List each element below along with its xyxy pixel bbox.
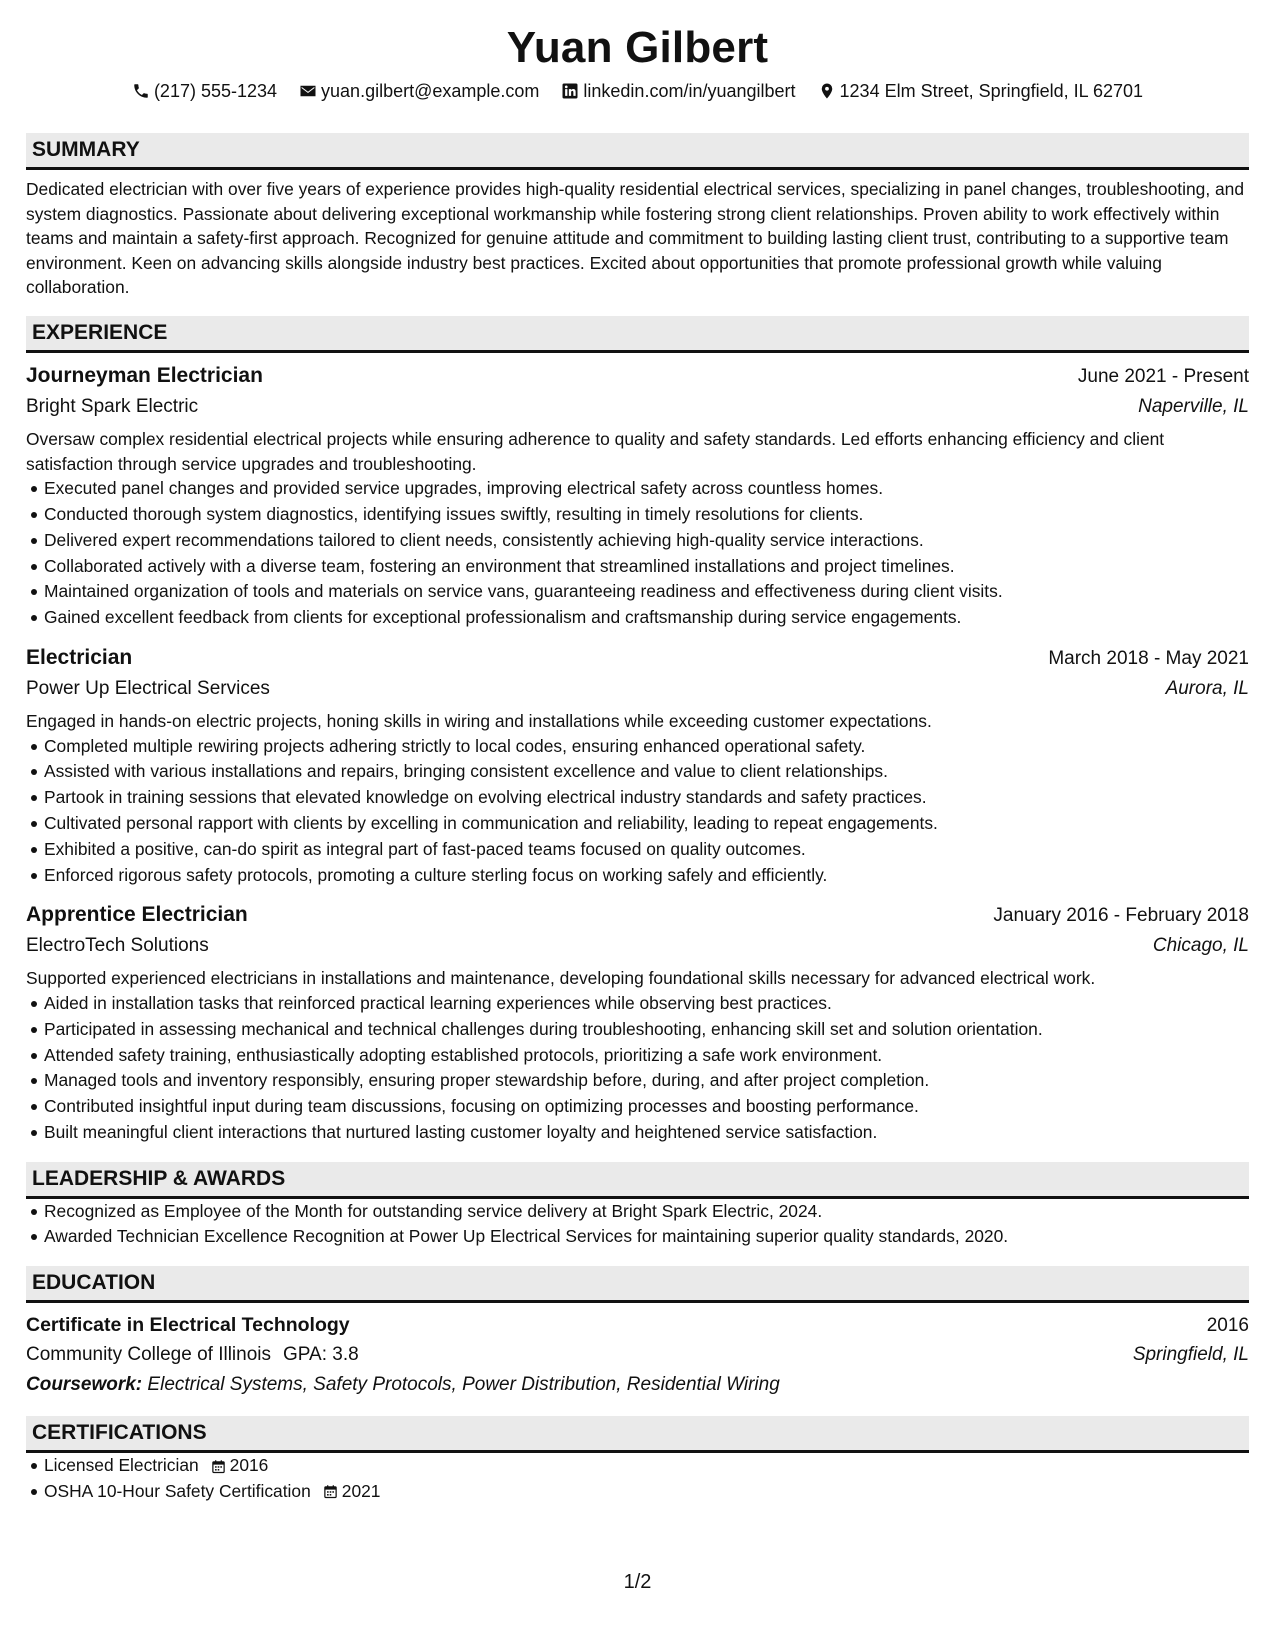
section-heading-experience: EXPERIENCE [26, 316, 1249, 353]
job-entry [26, 643, 1249, 888]
school-line [26, 1340, 359, 1370]
linkedin-text: linkedin.com/in/yuangilbert [583, 81, 796, 101]
list-item: Attended safety training, enthusiastically adopting established protocols, prioritizing a safe work environment. [44, 1043, 1249, 1069]
linkedin-icon [561, 82, 579, 100]
job-bullets [26, 476, 1249, 631]
certification-year: 2016 [229, 1455, 269, 1476]
job-bullets [26, 991, 1249, 1146]
list-item: Gained excellent feedback from clients for exceptional professionalism and craftsmanship during service engagements. [44, 605, 1249, 631]
email-text: yuan.gilbert@example.com [321, 81, 540, 101]
list-item: Collaborated actively with a diverse team, fostering an environment that streamlined installations and project timelines. [44, 554, 1249, 580]
job-title: Apprentice Electrician [26, 903, 248, 927]
coursework-label: Coursework: [26, 1374, 143, 1396]
job-location: Naperville, IL [1138, 395, 1249, 417]
list-item: Executed panel changes and provided service upgrades, improving electrical safety across countless homes. [44, 476, 1249, 502]
list-item: Maintained organization of tools and materials on service vans, guaranteeing readiness and effectiveness during client visits. [44, 579, 1249, 605]
list-item: Assisted with various installations and repairs, bringing consistent excellence and value to client relationships. [44, 759, 1249, 785]
section-heading-certifications: CERTIFICATIONS [26, 1416, 1249, 1453]
certification-date [323, 1479, 381, 1505]
job-company: Power Up Electrical Services [26, 677, 270, 699]
job-title: Electrician [26, 645, 133, 669]
certification-year: 2021 [341, 1481, 381, 1502]
envelope-icon [299, 82, 317, 100]
list-item: Managed tools and inventory responsibly, ensuring proper stewardship before, during, and after project completion. [44, 1068, 1249, 1094]
job-dates: January 2016 - February 2018 [993, 905, 1249, 927]
list-item: Aided in installation tasks that reinforced practical learning experiences while observing best practices. [44, 991, 1249, 1017]
list-item: Contributed insightful input during team discussions, focusing on optimizing processes and boosting performance. [44, 1094, 1249, 1120]
list-item: Delivered expert recommendations tailored to client needs, consistently achieving high-quality service interactions. [44, 528, 1249, 554]
job-location: Aurora, IL [1165, 677, 1249, 699]
education-entry [26, 1311, 1249, 1400]
contact-linkedin[interactable] [561, 79, 795, 103]
section-heading-education: EDUCATION [26, 1266, 1249, 1303]
certification-date [211, 1453, 269, 1479]
summary-text: Dedicated electrician with over five years of experience provides high-quality residential electrical services, specializing in panel changes, troubleshooting, and system diagnostics. Passionate about delivering exceptional workmanship while fostering strong client relationships. Proven ability to work effectively within teams and maintain a safety-first approach. Recognized for genuine attitude and commitment to building lasting client trust, contributing to a supportive team environment. Keen on advancing skills alongside industry best practices. Excited about opportunities that promote professional growth while valuing collaboration. [26, 179, 1245, 298]
section-heading-summary: SUMMARY [26, 133, 1249, 170]
job-dates: March 2018 - May 2021 [1048, 647, 1249, 669]
job-description: Supported experienced electricians in installations and maintenance, developing foundational skills necessary for advanced electrical work. [26, 968, 1096, 989]
certification-name: OSHA 10-Hour Safety Certification [44, 1481, 311, 1502]
job-entry [26, 900, 1249, 1145]
contact-address [818, 79, 1144, 103]
certifications-list [26, 1453, 1249, 1505]
list-item: Participated in assessing mechanical and technical challenges during troubleshooting, enhancing skill set and solution orientation. [44, 1017, 1249, 1043]
certification-name: Licensed Electrician [44, 1455, 199, 1476]
job-location: Chicago, IL [1152, 935, 1249, 957]
job-company: ElectroTech Solutions [26, 935, 209, 957]
job-description: Engaged in hands-on electric projects, honing skills in wiring and installations while exceeding customer expectations. [26, 710, 932, 731]
list-item [44, 1479, 1249, 1505]
list-item: Built meaningful client interactions that nurtured lasting customer loyalty and heightened service satisfaction. [44, 1120, 1249, 1146]
job-bullets [26, 734, 1249, 889]
list-item: Exhibited a positive, can-do spirit as integral part of fast-paced teams focused on quality outcomes. [44, 837, 1249, 863]
map-pin-icon [818, 82, 836, 100]
job-company: Bright Spark Electric [26, 395, 199, 417]
list-item: Awarded Technician Excellence Recognition at Power Up Electrical Services for maintaining superior quality standards, 2020. [44, 1224, 1249, 1250]
leadership-list [26, 1199, 1249, 1251]
list-item: Conducted thorough system diagnostics, identifying issues swiftly, resulting in timely resolutions for clients. [44, 502, 1249, 528]
degree-title: Certificate in Electrical Technology [26, 1314, 350, 1337]
coursework-line [26, 1370, 1249, 1400]
list-item: Partook in training sessions that elevated knowledge on evolving electrical industry standards and safety practices. [44, 785, 1249, 811]
school-location: Springfield, IL [1132, 1344, 1249, 1366]
job-description: Oversaw complex residential electrical projects while ensuring adherence to quality and safety standards. Led efforts enhancing efficiency and client satisfaction through service upgrades and troubleshooting. [26, 428, 1165, 474]
job-title: Journeyman Electrician [26, 363, 263, 387]
section-heading-leadership: LEADERSHIP & AWARDS [26, 1162, 1249, 1199]
candidate-name: Yuan Gilbert [506, 23, 769, 72]
calendar-icon [211, 1459, 226, 1474]
contact-phone [132, 79, 277, 103]
list-item [44, 1453, 1249, 1479]
list-item: Completed multiple rewiring projects adhering strictly to local codes, ensuring enhanced operational safety. [44, 734, 1249, 760]
resume-page [26, 22, 1249, 1505]
school-name: Community College of Illinois [26, 1344, 271, 1366]
gpa: GPA: 3.8 [283, 1344, 359, 1366]
phone-icon [132, 82, 150, 100]
contact-bar [26, 79, 1249, 103]
page-indicator: 1/2 [623, 1571, 652, 1593]
calendar-icon [323, 1484, 338, 1499]
list-item: Cultivated personal rapport with clients by excelling in communication and reliability, leading to repeat engagements. [44, 811, 1249, 837]
job-entry [26, 361, 1249, 631]
list-item: Enforced rigorous safety protocols, promoting a culture sterling focus on working safely and efficiently. [44, 863, 1249, 889]
phone-text: (217) 555-1234 [153, 81, 278, 101]
graduation-year: 2016 [1206, 1315, 1249, 1337]
address-text: 1234 Elm Street, Springfield, IL 62701 [839, 81, 1144, 101]
coursework-text: Electrical Systems, Safety Protocols, Power Distribution, Residential Wiring [147, 1374, 780, 1396]
job-dates: June 2021 - Present [1077, 365, 1249, 387]
contact-email[interactable] [299, 79, 539, 103]
list-item: Recognized as Employee of the Month for outstanding service delivery at Bright Spark Electric, 2024. [44, 1199, 1249, 1225]
